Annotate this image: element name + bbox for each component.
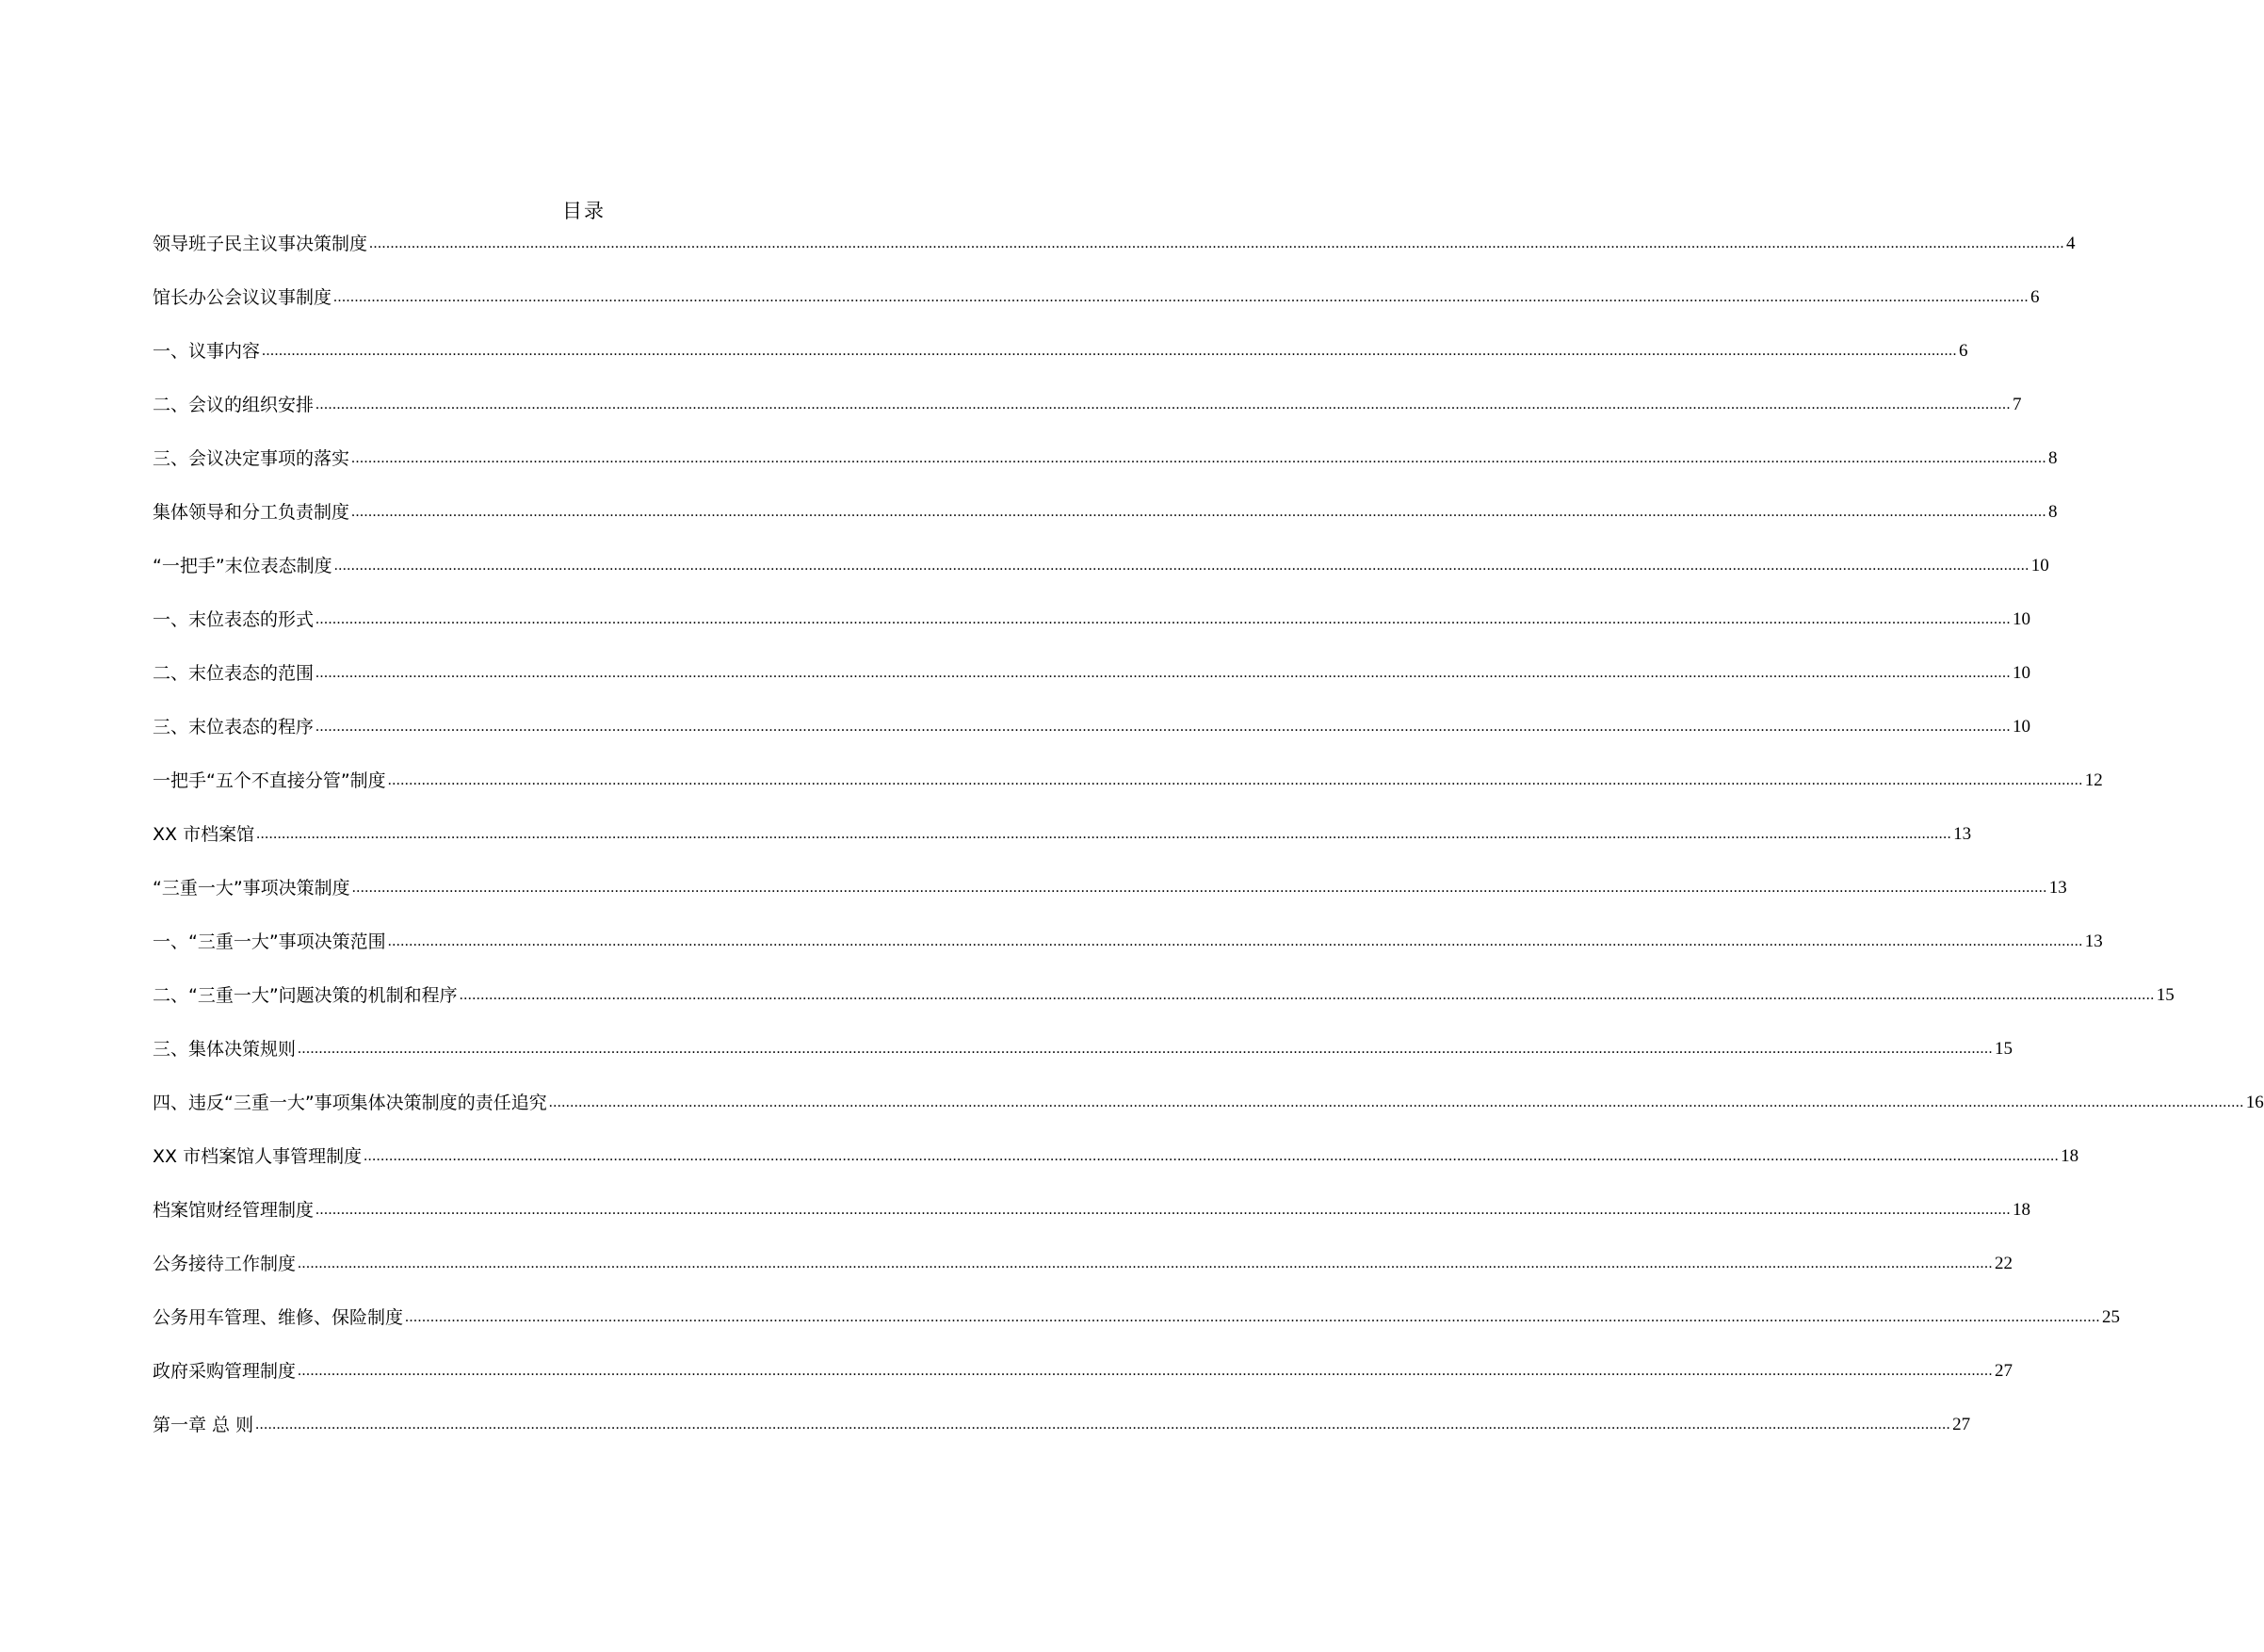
toc-page-number: 13 [2048,878,2067,898]
toc-entry[interactable] [153,496,2058,525]
toc-page-number: 10 [2030,556,2049,575]
toc-entry-text: 四、违反“三重一大”事项集体决策制度的责任追究 [153,1093,547,1113]
toc-entry[interactable] [153,550,2049,578]
toc-entry[interactable] [153,657,2031,686]
toc-dot-leader: ................................................................................................................................................................................................................................................................................................................................................................................................................ [351,504,2047,520]
toc-dot-leader: ................................................................................................................................................................................................................................................................................................................................................................................................................ [333,558,2030,574]
toc-page-number: 22 [1995,1254,2013,1273]
toc-page-number: 10 [2013,717,2031,737]
toc-page-number: 15 [2156,985,2175,1005]
toc-entry-text: “一把手”末位表态制度 [153,556,332,576]
toc-entry-text: 一、末位表态的形式 [153,609,315,630]
toc-entry-text: 公务接待工作制度 [153,1254,297,1274]
toc-entry[interactable] [153,1141,2079,1169]
toc-entry[interactable] [153,335,1968,364]
toc-entry[interactable] [153,980,2175,1008]
toc-page-number: 6 [2030,287,2040,307]
toc-page-number: 27 [1995,1361,2013,1381]
toc-page-number: 15 [1995,1039,2013,1059]
toc-entry-text: 三、会议决定事项的落实 [153,448,350,469]
toc-entry[interactable] [153,1302,2121,1330]
toc-dot-leader: ................................................................................................................................................................................................................................................................................................................................................................................................................ [255,1417,1951,1433]
toc-dot-leader: ................................................................................................................................................................................................................................................................................................................................................................................................................ [298,1041,1994,1057]
toc-page-number: 10 [2013,609,2031,629]
toc-entry[interactable] [153,1355,2013,1384]
toc-page-number: 4 [2066,234,2076,253]
toc-page-number: 12 [2084,770,2103,790]
toc-dot-leader: ................................................................................................................................................................................................................................................................................................................................................................................................................ [298,1363,1994,1379]
toc-entry-text: 二、末位表态的范围 [153,663,315,684]
toc-entry-text: 公务用车管理、维修、保险制度 [153,1307,404,1328]
toc-entry-text: 三、末位表态的程序 [153,717,315,737]
toc-entry[interactable] [153,1033,2013,1061]
toc-entry[interactable] [153,926,2103,954]
toc-entry-text: 馆长办公会议议事制度 [153,287,332,308]
toc-page-number: 18 [2013,1200,2031,1220]
toc-entry-text: 二、会议的组织安排 [153,395,315,415]
toc-entry-text: 一、“三重一大”事项决策范围 [153,931,386,952]
toc-dot-leader: ................................................................................................................................................................................................................................................................................................................................................................................................................ [351,880,2047,896]
toc-entry[interactable] [153,872,2067,900]
toc-page-number: 13 [2084,931,2103,951]
toc-entry-text: 二、“三重一大”问题决策的机制和程序 [153,985,458,1006]
toc-dot-leader: ................................................................................................................................................................................................................................................................................................................................................................................................................ [315,719,2012,735]
toc-dot-leader: ................................................................................................................................................................................................................................................................................................................................................................................................................ [351,450,2047,466]
toc-dot-leader: ................................................................................................................................................................................................................................................................................................................................................................................................................ [548,1094,2244,1110]
toc-entry[interactable] [153,1409,1971,1437]
toc-dot-leader: ................................................................................................................................................................................................................................................................................................................................................................................................................ [298,1255,1994,1271]
toc-page-number: 16 [2245,1093,2264,1112]
toc-entry-text: 领导班子民主议事决策制度 [153,234,368,254]
toc-entry-text: XX 市档案馆人事管理制度 [153,1146,363,1167]
toc-dot-leader: ................................................................................................................................................................................................................................................................................................................................................................................................................ [256,826,1952,842]
toc-dot-leader: ................................................................................................................................................................................................................................................................................................................................................................................................................ [315,665,2012,681]
toc-entry[interactable] [153,282,2040,310]
toc-entry-text: XX 市档案馆 [153,824,255,845]
toc-page-number: 6 [1959,341,1968,361]
toc-entry-text: 集体领导和分工负责制度 [153,502,350,523]
toc-page-number: 8 [2048,502,2058,522]
toc-entry[interactable] [153,389,2022,417]
toc-entry[interactable] [153,228,2076,256]
toc-page-number: 8 [2048,448,2058,468]
toc-entry[interactable] [153,711,2031,739]
toc-page-number: 27 [1952,1415,1971,1434]
toc-dot-leader: ................................................................................................................................................................................................................................................................................................................................................................................................................ [262,343,1958,359]
toc-title: 目录 [562,200,606,222]
toc-entry[interactable] [153,1248,2013,1276]
toc-entry-text: 三、集体决策规则 [153,1039,297,1060]
toc-entry[interactable] [153,443,2058,471]
toc-dot-leader: ................................................................................................................................................................................................................................................................................................................................................................................................................ [387,933,2083,949]
toc-entry-text: 政府采购管理制度 [153,1361,297,1382]
toc-page-number: 25 [2102,1307,2121,1327]
toc-dot-leader: ................................................................................................................................................................................................................................................................................................................................................................................................................ [315,397,2012,413]
toc-dot-leader: ................................................................................................................................................................................................................................................................................................................................................................................................................ [459,987,2155,1003]
toc-entry[interactable] [153,604,2031,632]
toc-dot-leader: ................................................................................................................................................................................................................................................................................................................................................................................................................ [369,235,2065,251]
toc-page-number: 10 [2013,663,2031,683]
toc-entry-text: 一把手“五个不直接分管”制度 [153,770,386,791]
toc-entry-text: “三重一大”事项决策制度 [153,878,350,899]
toc-page-number: 18 [2061,1146,2079,1166]
toc-dot-leader: ................................................................................................................................................................................................................................................................................................................................................................................................................ [315,1202,2012,1218]
toc-dot-leader: ................................................................................................................................................................................................................................................................................................................................................................................................................ [364,1148,2060,1164]
toc-entry[interactable] [153,1087,2264,1115]
toc-dot-leader: ................................................................................................................................................................................................................................................................................................................................................................................................................ [333,289,2030,305]
toc-dot-leader: ................................................................................................................................................................................................................................................................................................................................................................................................................ [387,772,2083,788]
toc-entry-text: 一、议事内容 [153,341,261,362]
toc-dot-leader: ................................................................................................................................................................................................................................................................................................................................................................................................................ [405,1309,2101,1325]
toc-page-number: 13 [1953,824,1972,844]
toc-page-number: 7 [2013,395,2022,414]
toc-entry-text: 第一章 总 则 [153,1415,254,1435]
toc-entry[interactable] [153,1194,2031,1223]
toc-dot-leader: ................................................................................................................................................................................................................................................................................................................................................................................................................ [315,611,2012,627]
toc-entry[interactable] [153,765,2103,793]
toc-entry-text: 档案馆财经管理制度 [153,1200,315,1221]
toc-entry[interactable] [153,818,1972,847]
